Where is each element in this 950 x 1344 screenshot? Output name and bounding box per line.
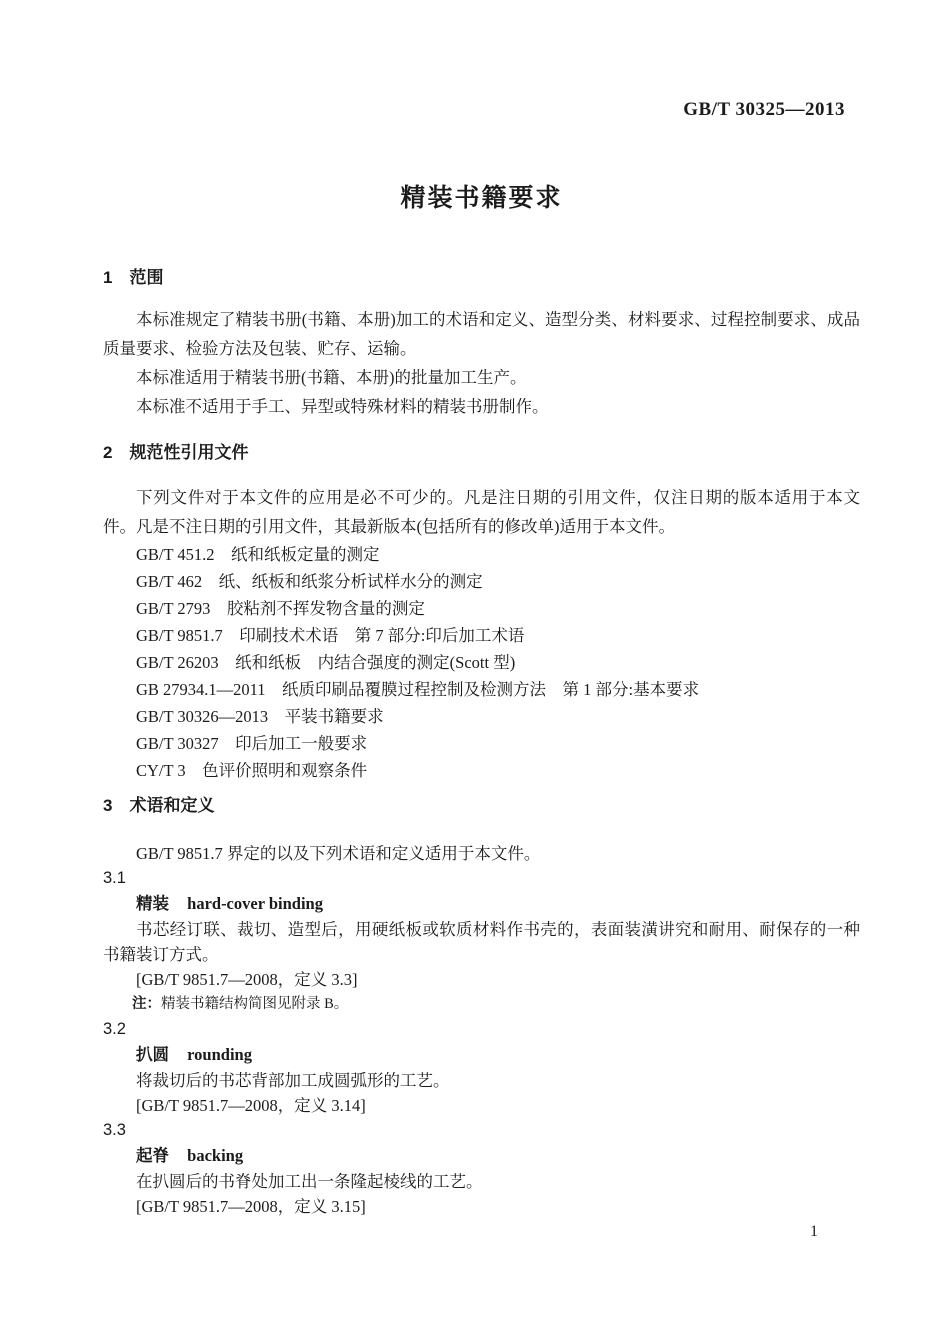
section-heading-label: 规范性引用文件 — [129, 443, 249, 462]
term-definition: 在扒圆后的书脊处加工出一条隆起棱线的工艺。 — [136, 1172, 483, 1191]
section-heading-references — [103, 443, 860, 463]
section-number: 1 — [103, 268, 113, 287]
note-label: 注： — [132, 996, 161, 1012]
reference-item: GB/T 26203 纸和纸板 内结合强度的测定(Scott 型) — [136, 653, 516, 672]
page-title: 精装书籍要求 — [400, 184, 563, 212]
section-heading-scope — [103, 268, 860, 288]
note-text: 精装书籍结构简图见附录 B。 — [161, 996, 349, 1012]
reference-item: GB/T 462 纸、纸板和纸浆分析试样水分的测定 — [136, 572, 483, 591]
section-heading-terms — [103, 796, 860, 816]
term-id: 3.3 — [103, 1121, 126, 1139]
term-name-zh: 扒圆 — [136, 1046, 169, 1064]
standard-number: GB/T 30325—2013 — [683, 99, 845, 120]
section-number: 3 — [103, 796, 113, 815]
term-entry — [103, 1118, 860, 1219]
references-intro: 下列文件对于本文件的应用是必不可少的。凡是注日期的引用文件，仅注日期的版本适用于本文件。凡是不注日期的引用文件，其最新版本(包括所有的修改单)适用于本文件。 — [103, 488, 860, 536]
reference-item: GB/T 9851.7 印刷技术术语 第 7 部分:印后加工术语 — [136, 626, 525, 645]
term-id: 3.1 — [103, 869, 126, 887]
section-normative-references — [103, 443, 860, 784]
term-id: 3.2 — [103, 1020, 126, 1038]
term-heading — [103, 891, 860, 917]
section-heading-label: 范围 — [129, 268, 164, 287]
term-name-en: backing — [187, 1146, 244, 1165]
reference-list — [103, 541, 860, 784]
term-name-en: rounding — [187, 1045, 252, 1064]
term-entry — [103, 866, 860, 1017]
section-heading-label: 术语和定义 — [129, 796, 215, 815]
reference-item: CY/T 3 色评价照明和观察条件 — [136, 761, 368, 780]
paragraph: 本标准适用于精装书册(书籍、本册)的批量加工生产。 — [136, 368, 527, 387]
section-terms-definitions — [103, 796, 860, 1219]
section-scope — [103, 268, 860, 421]
paragraph: 本标准不适用于手工、异型或特殊材料的精装书册制作。 — [136, 397, 549, 416]
term-source: [GB/T 9851.7—2008，定义 3.15] — [136, 1197, 366, 1216]
term-source: [GB/T 9851.7—2008，定义 3.14] — [136, 1096, 366, 1115]
term-name-zh: 起脊 — [136, 1147, 169, 1165]
term-entry — [103, 1017, 860, 1118]
term-source: [GB/T 9851.7—2008，定义 3.3] — [136, 970, 358, 989]
reference-item: GB/T 30326—2013 平装书籍要求 — [136, 707, 384, 726]
term-name-en: hard-cover binding — [187, 894, 323, 913]
term-note — [103, 992, 860, 1017]
term-heading — [103, 1143, 860, 1169]
term-name-zh: 精装 — [136, 895, 169, 913]
reference-item: GB/T 30327 印后加工一般要求 — [136, 734, 368, 753]
term-heading — [103, 1042, 860, 1068]
reference-item: GB/T 451.2 纸和纸板定量的测定 — [136, 545, 380, 564]
scope-paragraphs — [103, 305, 860, 421]
page-number: 1 — [810, 1223, 818, 1240]
paragraph: 本标准规定了精装书册(书籍、本册)加工的术语和定义、造型分类、材料要求、过程控制要求、成品质量要求、检验方法及包装、贮存、运输。 — [103, 310, 860, 358]
section-number: 2 — [103, 443, 113, 462]
term-definition: 书芯经订联、裁切、造型后，用硬纸板或软质材料作书壳的，表面装潢讲究和耐用、耐保存的一种书籍装订方式。 — [103, 920, 860, 964]
reference-item: GB/T 2793 胶粘剂不挥发物含量的测定 — [136, 599, 425, 618]
terms-body — [103, 841, 860, 1219]
term-definition: 将裁切后的书芯背部加工成圆弧形的工艺。 — [136, 1071, 450, 1090]
terms-intro: GB/T 9851.7 界定的以及下列术语和定义适用于本文件。 — [136, 844, 541, 863]
reference-item: GB 27934.1—2011 纸质印刷品覆膜过程控制及检测方法 第 1 部分:基本要求 — [136, 680, 700, 699]
